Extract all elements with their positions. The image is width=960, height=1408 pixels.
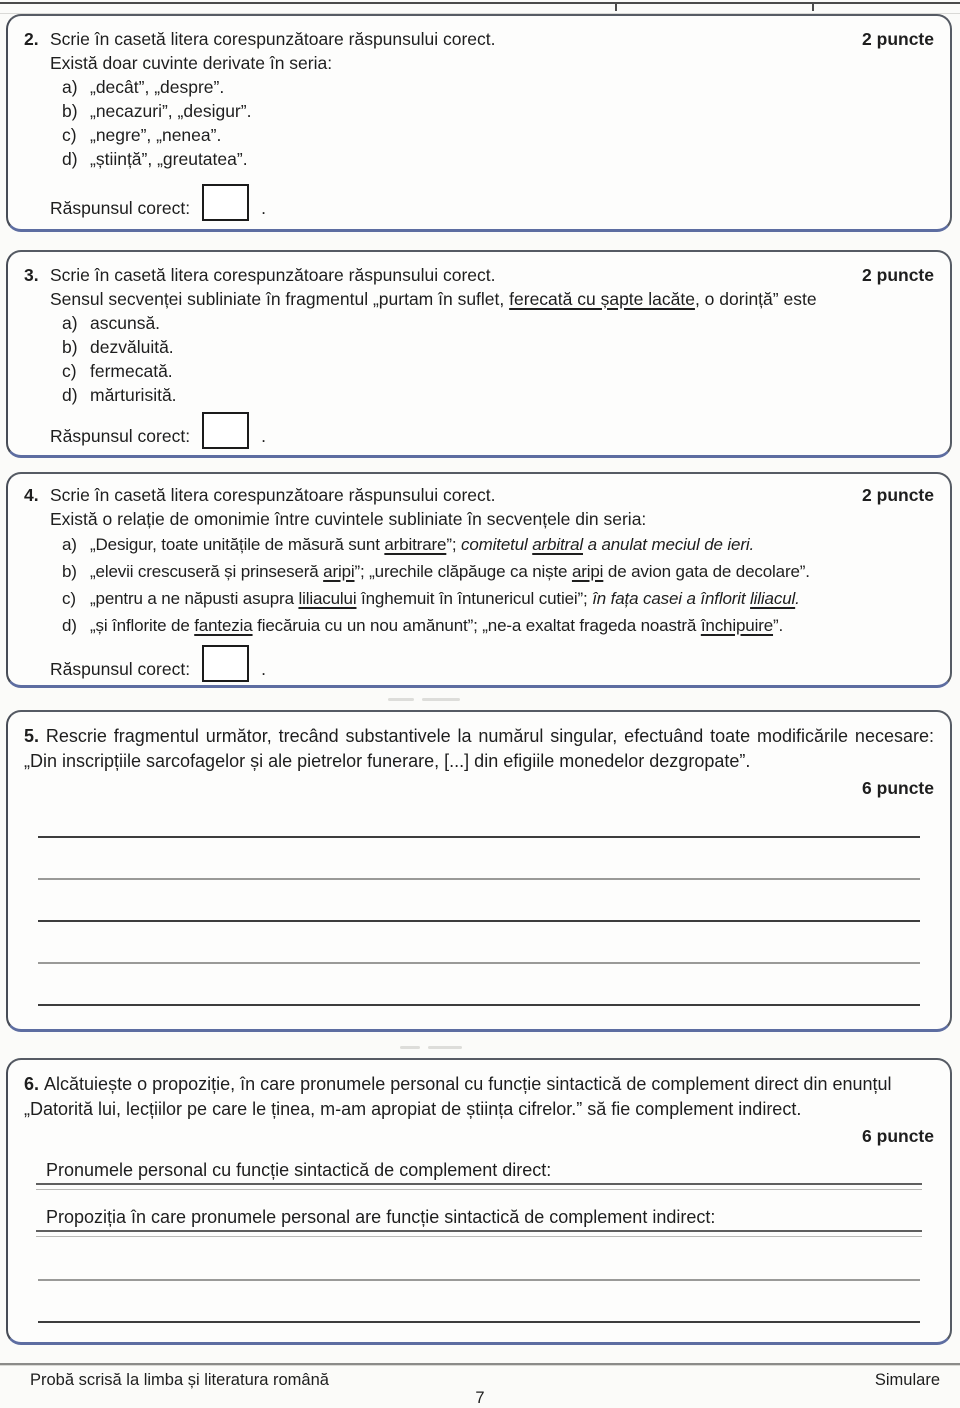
option-letter: a)	[62, 535, 77, 554]
option-letter: a)	[62, 77, 78, 97]
writing-line[interactable]	[38, 1279, 920, 1281]
question-6-box	[6, 1058, 952, 1345]
answer-row	[50, 184, 934, 221]
option-row-c	[62, 585, 934, 612]
option-row-b	[62, 335, 934, 359]
footer	[30, 1371, 940, 1390]
option-text: „decât”, „despre”.	[90, 77, 225, 97]
option-text: mărturisită.	[90, 385, 177, 405]
question-4-header	[24, 483, 934, 507]
question-number: 5.	[24, 726, 40, 746]
question-prompt: Scrie în casetă litera corespunzătoare răspunsului corect.	[50, 265, 496, 285]
question-number: 6.	[24, 1074, 40, 1094]
option-text: dezvăluită.	[90, 337, 174, 357]
question-number: 2.	[24, 29, 39, 49]
table-tick	[812, 2, 814, 11]
points-label: 2 puncte	[862, 29, 934, 49]
writing-line[interactable]	[38, 1321, 920, 1323]
field-label-direct: Pronumele personal cu funcție sintactică de complement direct:	[46, 1160, 552, 1180]
option-row-a	[62, 311, 934, 335]
question-prompt: Scrie în casetă litera corespunzătoare răspunsului corect.	[50, 485, 496, 505]
stem-text: Sensul secvenței subliniate în fragmentul „purtam în suflet,	[50, 289, 510, 309]
question-2-header	[24, 27, 934, 51]
prompt-text: Alcătuiește o propoziție, în care pronumele personal cu funcție sintactică de complement direct din enunțul „Datorită lui, lecțiilor pe care le ținea, m-am apropiat de știința cifrelor.” să fie complement indirect.	[24, 1074, 892, 1119]
page-number: 7	[475, 1389, 485, 1407]
question-number: 3.	[24, 265, 39, 285]
option-row-d	[62, 383, 934, 407]
answer-box-q4[interactable]	[202, 645, 249, 682]
scan-artifact	[422, 698, 460, 701]
option-text: „Desigur, toate unitățile de măsură sunt arbitrare”; comitetul arbitral a anulat meciul de ieri.	[90, 535, 755, 554]
question-stem: Există o relație de omonimie între cuvintele subliniate în secvențele din seria:	[50, 509, 647, 529]
writing-line[interactable]	[38, 878, 920, 880]
question-stem	[50, 287, 934, 311]
footer-rule	[0, 1363, 960, 1366]
points-label: 6 puncte	[862, 1126, 934, 1146]
question-2-box	[6, 14, 952, 232]
question-5-prompt	[24, 724, 934, 774]
answer-box-q2[interactable]	[202, 184, 249, 221]
option-letter: b)	[62, 337, 78, 357]
option-letter: a)	[62, 313, 78, 333]
writing-line[interactable]	[38, 1004, 920, 1006]
question-3-header	[24, 263, 934, 287]
answer-row	[50, 412, 934, 449]
question-4-box	[6, 472, 952, 688]
writing-line[interactable]	[36, 1230, 922, 1237]
option-row-d	[62, 612, 934, 639]
option-row-d	[62, 147, 934, 171]
footer-left-text: Probă scrisă la limba și literatura română	[30, 1371, 329, 1389]
answer-label: Răspunsul corect:	[50, 659, 191, 679]
option-text: „elevii crescuseră și prinseseră aripi”; „urechile clăpăuge ca niște aripi de avion gata de decolare”.	[90, 562, 810, 581]
option-letter: d)	[62, 385, 78, 405]
option-text: „și înflorite de fantezia fiecăruia cu un nou amănunt”; „ne-a exaltat frageda noastră închipuire”.	[90, 616, 784, 635]
question-6-prompt	[24, 1072, 934, 1122]
cropped-table-border	[0, 2, 960, 4]
option-letter: b)	[62, 562, 77, 581]
stem-underlined-text: ferecată cu șapte lacăte	[509, 289, 695, 309]
option-letter: d)	[62, 149, 78, 169]
question-stem: Există doar cuvinte derivate în seria:	[50, 53, 333, 73]
option-text: fermecată.	[90, 361, 173, 381]
field-label-indirect: Propoziția în care pronumele personal are funcție sintactică de complement indirect:	[46, 1207, 716, 1227]
option-letter: d)	[62, 616, 77, 635]
writing-line[interactable]	[38, 962, 920, 964]
option-row-b	[62, 99, 934, 123]
option-text: „pentru a ne năpusti asupra liliacului înghemuit în întunericul cutiei”; în fața casei a înflorit liliacul.	[90, 589, 800, 608]
writing-line[interactable]	[38, 920, 920, 922]
option-letter: c)	[62, 125, 77, 145]
option-text: „necazuri”, „desigur”.	[90, 101, 252, 121]
answer-row	[50, 645, 934, 682]
option-row-c	[62, 123, 934, 147]
answer-label: Răspunsul corect:	[50, 198, 191, 218]
option-row-b	[62, 558, 934, 585]
option-letter: c)	[62, 361, 77, 381]
stem-text: , o dorință” este	[694, 289, 817, 309]
option-text: „știință”, „greutatea”.	[90, 149, 248, 169]
question-prompt: Scrie în casetă litera corespunzătoare răspunsului corect.	[50, 29, 496, 49]
option-letter: c)	[62, 589, 76, 608]
points-label: 6 puncte	[862, 778, 934, 798]
option-row-a	[62, 75, 934, 99]
answer-label: Răspunsul corect:	[50, 426, 191, 446]
writing-line[interactable]	[36, 1183, 922, 1190]
option-row-c	[62, 359, 934, 383]
prompt-text: Rescrie fragmentul următor, trecând substantivele la numărul singular, efectuând toate modificările necesare: „Din inscripțiile sarcofagelor și ale pietrelor funerare, [...] din efigiile monedelor dezgropate”.	[24, 726, 934, 771]
scan-artifact	[388, 698, 414, 701]
points-label: 2 puncte	[862, 485, 934, 505]
option-text: „negre”, „nenea”.	[90, 125, 222, 145]
option-letter: b)	[62, 101, 78, 121]
question-number: 4.	[24, 485, 39, 505]
writing-line[interactable]	[38, 836, 920, 838]
option-row-a	[62, 531, 934, 558]
points-label: 2 puncte	[862, 265, 934, 285]
option-text: ascunsă.	[90, 313, 161, 333]
answer-suffix: .	[261, 198, 266, 218]
question-5-box	[6, 710, 952, 1032]
scan-artifact	[400, 1046, 420, 1049]
scan-artifact	[428, 1046, 462, 1049]
question-3-box	[6, 250, 952, 458]
answer-suffix: .	[261, 426, 266, 446]
answer-suffix: .	[261, 659, 266, 679]
footer-right-text: Simulare	[874, 1371, 940, 1389]
table-tick	[615, 2, 617, 11]
answer-box-q3[interactable]	[202, 412, 249, 449]
